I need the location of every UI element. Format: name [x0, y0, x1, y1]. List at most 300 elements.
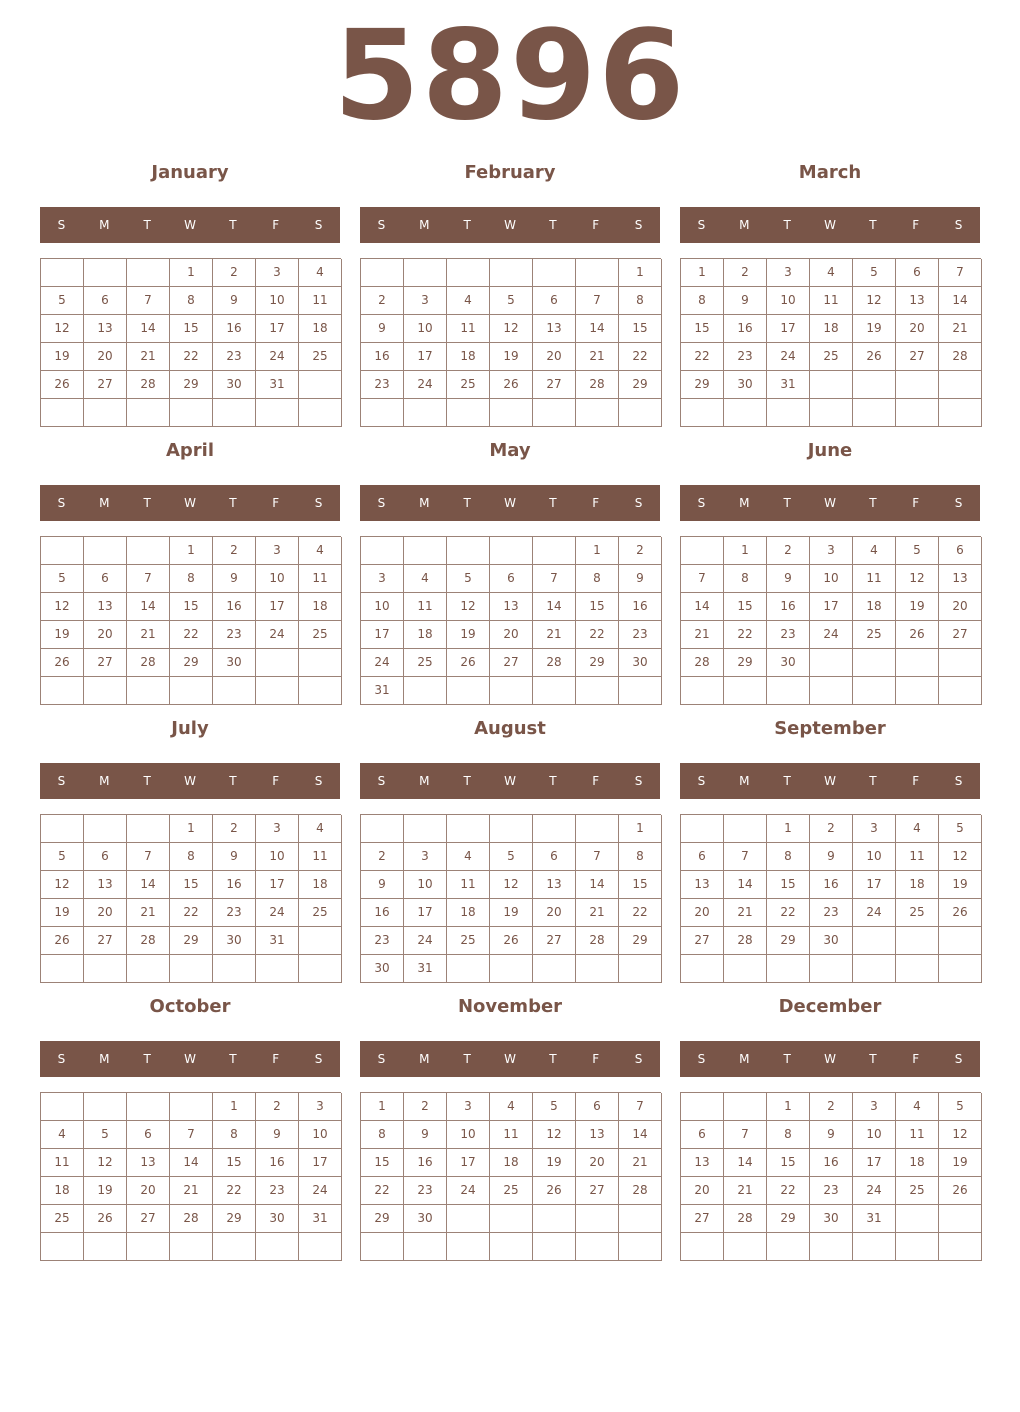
day-cell: 27	[533, 371, 576, 399]
day-cell: 7	[576, 287, 619, 315]
weekday-label: F	[272, 496, 280, 510]
day-cell: 11	[810, 287, 853, 315]
day-cell: 16	[361, 343, 404, 371]
day-cell: 29	[767, 927, 810, 955]
day-cell	[533, 677, 576, 705]
day-cell: 15	[619, 315, 662, 343]
day-cell	[213, 1233, 256, 1261]
weekday-label: S	[314, 218, 323, 232]
day-cell: 28	[533, 649, 576, 677]
day-cell: 7	[576, 843, 619, 871]
day-cell	[84, 677, 127, 705]
weekday-label: S	[314, 774, 323, 788]
day-cell: 31	[404, 955, 447, 983]
day-cell: 21	[170, 1177, 213, 1205]
day-cell	[853, 371, 896, 399]
weekday-label: T	[549, 774, 557, 788]
day-cell	[939, 1205, 982, 1233]
day-cell: 18	[853, 593, 896, 621]
month-name: July	[171, 718, 209, 739]
day-cell: 13	[939, 565, 982, 593]
day-cell	[896, 677, 939, 705]
day-cell	[533, 537, 576, 565]
day-cell	[127, 259, 170, 287]
day-cell	[447, 399, 490, 427]
day-cell: 11	[853, 565, 896, 593]
day-cell: 26	[939, 1177, 982, 1205]
day-cell: 8	[170, 565, 213, 593]
day-cell: 5	[490, 287, 533, 315]
day-cell: 24	[256, 343, 299, 371]
day-cell: 29	[619, 927, 662, 955]
day-cell: 23	[767, 621, 810, 649]
day-cell	[576, 1233, 619, 1261]
day-cell	[84, 537, 127, 565]
day-cell: 18	[299, 871, 342, 899]
day-cell: 19	[896, 593, 939, 621]
day-cell: 5	[939, 815, 982, 843]
day-cell: 17	[810, 593, 853, 621]
weekday-label: W	[184, 496, 196, 510]
day-cell: 9	[213, 565, 256, 593]
day-cell	[810, 649, 853, 677]
day-cell: 26	[896, 621, 939, 649]
weekday-label: T	[229, 774, 237, 788]
day-cell: 2	[361, 287, 404, 315]
day-cell	[576, 259, 619, 287]
day-grid	[40, 536, 341, 705]
day-cell	[84, 1093, 127, 1121]
day-cell	[299, 371, 342, 399]
day-cell: 22	[170, 343, 213, 371]
day-cell	[939, 955, 982, 983]
day-grid	[40, 1092, 341, 1261]
day-cell: 16	[619, 593, 662, 621]
day-cell: 18	[447, 343, 490, 371]
day-cell: 11	[299, 565, 342, 593]
day-cell: 29	[767, 1205, 810, 1233]
day-cell	[41, 955, 84, 983]
day-cell: 25	[404, 649, 447, 677]
month-july	[40, 716, 340, 986]
day-cell: 9	[810, 1121, 853, 1149]
day-cell: 8	[619, 843, 662, 871]
day-cell: 12	[939, 1121, 982, 1149]
day-cell: 9	[724, 287, 767, 315]
day-cell: 26	[41, 649, 84, 677]
day-cell	[939, 1233, 982, 1261]
day-cell: 25	[447, 927, 490, 955]
day-cell: 19	[939, 871, 982, 899]
day-cell	[810, 371, 853, 399]
day-cell: 12	[84, 1149, 127, 1177]
day-cell	[170, 1093, 213, 1121]
day-cell	[361, 259, 404, 287]
month-march	[680, 160, 980, 430]
day-cell: 17	[256, 315, 299, 343]
day-cell: 9	[213, 287, 256, 315]
day-cell: 19	[41, 621, 84, 649]
day-cell	[299, 1233, 342, 1261]
day-cell	[681, 399, 724, 427]
day-grid	[680, 1092, 981, 1261]
day-cell: 18	[299, 315, 342, 343]
weekday-label: M	[419, 1052, 430, 1066]
weekday-label: T	[463, 496, 471, 510]
day-cell: 3	[256, 537, 299, 565]
day-cell: 25	[896, 899, 939, 927]
day-cell: 10	[361, 593, 404, 621]
day-cell: 11	[41, 1149, 84, 1177]
weekday-label: W	[504, 496, 516, 510]
day-cell: 26	[41, 371, 84, 399]
weekday-label: T	[783, 1052, 791, 1066]
day-cell	[619, 955, 662, 983]
day-cell	[896, 1233, 939, 1261]
day-cell	[853, 677, 896, 705]
weekday-label: W	[824, 774, 836, 788]
day-cell	[170, 677, 213, 705]
day-cell: 5	[853, 259, 896, 287]
day-cell	[619, 1205, 662, 1233]
weekday-label: S	[634, 496, 643, 510]
day-cell: 20	[939, 593, 982, 621]
weekday-label: M	[739, 218, 750, 232]
weekday-label: T	[783, 774, 791, 788]
day-cell: 15	[170, 593, 213, 621]
month-name: April	[165, 440, 215, 461]
day-cell	[724, 1233, 767, 1261]
weekday-label: S	[634, 1052, 643, 1066]
day-cell: 29	[361, 1205, 404, 1233]
weekday-label: F	[272, 774, 280, 788]
day-cell: 18	[896, 1149, 939, 1177]
day-cell: 24	[853, 899, 896, 927]
day-cell: 27	[490, 649, 533, 677]
weekday-label: M	[739, 496, 750, 510]
day-cell: 12	[490, 315, 533, 343]
day-cell: 31	[361, 677, 404, 705]
day-cell: 10	[404, 871, 447, 899]
day-cell: 6	[84, 287, 127, 315]
month-april	[40, 438, 340, 708]
weekday-label: S	[634, 774, 643, 788]
day-cell	[127, 1093, 170, 1121]
day-cell	[127, 955, 170, 983]
day-cell	[724, 677, 767, 705]
day-cell: 17	[447, 1149, 490, 1177]
day-cell: 29	[681, 371, 724, 399]
day-cell	[299, 649, 342, 677]
day-cell: 3	[767, 259, 810, 287]
day-cell: 19	[84, 1177, 127, 1205]
month-december	[680, 994, 980, 1264]
weekday-header	[680, 763, 980, 799]
weekday-label: S	[314, 1052, 323, 1066]
day-cell: 6	[127, 1121, 170, 1149]
day-cell	[256, 399, 299, 427]
day-cell	[170, 1233, 213, 1261]
month-name: February	[464, 162, 556, 183]
day-cell: 26	[41, 927, 84, 955]
day-cell: 2	[724, 259, 767, 287]
day-cell: 13	[533, 871, 576, 899]
day-cell	[404, 677, 447, 705]
day-cell: 28	[170, 1205, 213, 1233]
day-cell	[810, 677, 853, 705]
day-cell: 24	[299, 1177, 342, 1205]
day-cell	[361, 399, 404, 427]
day-cell: 2	[213, 815, 256, 843]
day-cell: 19	[41, 899, 84, 927]
day-cell: 16	[213, 593, 256, 621]
day-cell: 3	[299, 1093, 342, 1121]
weekday-label: S	[697, 774, 706, 788]
day-cell: 12	[939, 843, 982, 871]
year-title: 5896	[333, 4, 687, 148]
day-cell	[724, 399, 767, 427]
day-cell	[810, 1233, 853, 1261]
day-cell: 29	[576, 649, 619, 677]
day-grid	[680, 536, 981, 705]
day-cell: 2	[767, 537, 810, 565]
weekday-label: W	[184, 218, 196, 232]
day-cell: 23	[213, 899, 256, 927]
weekday-label: W	[824, 1052, 836, 1066]
day-cell: 30	[213, 371, 256, 399]
day-cell	[41, 537, 84, 565]
day-cell: 3	[361, 565, 404, 593]
day-cell: 28	[127, 649, 170, 677]
day-grid	[360, 814, 661, 983]
day-cell: 4	[41, 1121, 84, 1149]
day-cell: 10	[256, 287, 299, 315]
day-grid	[360, 258, 661, 427]
day-cell	[681, 677, 724, 705]
weekday-header	[360, 207, 660, 243]
weekday-label: M	[99, 496, 110, 510]
day-cell: 17	[404, 343, 447, 371]
weekday-label: S	[314, 496, 323, 510]
day-cell: 27	[127, 1205, 170, 1233]
day-cell: 27	[84, 371, 127, 399]
day-cell: 3	[447, 1093, 490, 1121]
day-cell: 26	[84, 1205, 127, 1233]
month-name: September	[774, 718, 886, 739]
day-cell	[41, 259, 84, 287]
day-cell: 8	[767, 843, 810, 871]
day-cell: 3	[404, 287, 447, 315]
day-cell	[361, 537, 404, 565]
weekday-label: M	[99, 1052, 110, 1066]
day-cell: 23	[724, 343, 767, 371]
day-cell: 18	[896, 871, 939, 899]
day-cell: 7	[170, 1121, 213, 1149]
day-cell: 27	[681, 1205, 724, 1233]
day-cell: 25	[896, 1177, 939, 1205]
weekday-label: W	[504, 774, 516, 788]
weekday-label: T	[143, 496, 151, 510]
day-cell	[361, 815, 404, 843]
weekday-label: S	[377, 1052, 386, 1066]
day-cell: 1	[619, 815, 662, 843]
day-cell: 7	[681, 565, 724, 593]
day-cell: 18	[490, 1149, 533, 1177]
day-cell: 30	[404, 1205, 447, 1233]
day-cell: 8	[170, 287, 213, 315]
weekday-header	[360, 763, 660, 799]
day-cell: 21	[576, 343, 619, 371]
weekday-label: F	[592, 218, 600, 232]
day-cell	[490, 1233, 533, 1261]
day-cell: 15	[361, 1149, 404, 1177]
day-cell: 6	[533, 843, 576, 871]
day-cell: 7	[724, 1121, 767, 1149]
weekday-label: S	[954, 774, 963, 788]
day-cell: 20	[533, 343, 576, 371]
day-cell	[853, 1233, 896, 1261]
weekday-label: T	[229, 496, 237, 510]
day-cell	[576, 1205, 619, 1233]
day-cell: 13	[896, 287, 939, 315]
day-cell: 28	[724, 1205, 767, 1233]
weekday-label: T	[229, 1052, 237, 1066]
day-cell: 22	[576, 621, 619, 649]
day-cell	[896, 399, 939, 427]
weekday-label: S	[57, 1052, 66, 1066]
day-cell: 20	[84, 343, 127, 371]
day-cell	[724, 815, 767, 843]
day-cell	[896, 927, 939, 955]
day-cell: 6	[681, 843, 724, 871]
day-cell	[447, 259, 490, 287]
weekday-header	[680, 485, 980, 521]
day-cell	[490, 677, 533, 705]
day-cell: 7	[724, 843, 767, 871]
day-cell	[490, 537, 533, 565]
day-cell: 29	[170, 371, 213, 399]
day-cell: 4	[299, 259, 342, 287]
day-cell	[853, 927, 896, 955]
day-cell: 8	[681, 287, 724, 315]
day-cell: 14	[533, 593, 576, 621]
day-cell	[84, 815, 127, 843]
day-cell	[896, 649, 939, 677]
month-october	[40, 994, 340, 1264]
weekday-label: T	[143, 774, 151, 788]
day-cell: 6	[84, 565, 127, 593]
day-cell: 2	[361, 843, 404, 871]
weekday-label: S	[377, 774, 386, 788]
day-cell: 22	[619, 899, 662, 927]
day-cell: 5	[41, 287, 84, 315]
day-cell: 20	[84, 621, 127, 649]
day-cell: 13	[490, 593, 533, 621]
day-cell: 2	[213, 537, 256, 565]
day-cell: 28	[127, 927, 170, 955]
day-cell	[84, 399, 127, 427]
day-cell	[41, 677, 84, 705]
day-cell: 14	[127, 315, 170, 343]
day-cell: 16	[724, 315, 767, 343]
day-cell: 4	[447, 287, 490, 315]
day-cell: 7	[939, 259, 982, 287]
weekday-label: T	[783, 496, 791, 510]
weekday-label: W	[824, 218, 836, 232]
day-cell	[404, 1233, 447, 1261]
day-cell	[299, 677, 342, 705]
weekday-label: S	[954, 218, 963, 232]
day-cell: 30	[810, 1205, 853, 1233]
day-cell: 19	[490, 899, 533, 927]
day-cell: 27	[896, 343, 939, 371]
weekday-label: M	[419, 218, 430, 232]
day-cell: 26	[447, 649, 490, 677]
day-cell: 12	[896, 565, 939, 593]
day-cell: 26	[853, 343, 896, 371]
day-cell	[939, 649, 982, 677]
day-cell	[41, 399, 84, 427]
day-cell: 3	[853, 1093, 896, 1121]
day-cell: 4	[896, 1093, 939, 1121]
day-cell: 25	[490, 1177, 533, 1205]
day-cell: 1	[576, 537, 619, 565]
weekday-label: T	[463, 1052, 471, 1066]
day-cell: 13	[84, 593, 127, 621]
day-cell	[361, 1233, 404, 1261]
weekday-header	[680, 207, 980, 243]
day-cell: 21	[576, 899, 619, 927]
day-cell: 4	[810, 259, 853, 287]
day-cell: 14	[127, 593, 170, 621]
day-cell	[490, 815, 533, 843]
day-cell	[533, 1205, 576, 1233]
day-cell: 24	[404, 371, 447, 399]
day-cell: 6	[939, 537, 982, 565]
day-cell: 6	[896, 259, 939, 287]
month-january	[40, 160, 340, 430]
day-cell: 12	[447, 593, 490, 621]
day-cell: 11	[490, 1121, 533, 1149]
day-cell	[939, 677, 982, 705]
day-cell: 10	[404, 315, 447, 343]
weekday-label: F	[912, 496, 920, 510]
day-cell	[681, 1093, 724, 1121]
day-cell: 3	[256, 815, 299, 843]
day-cell	[724, 1093, 767, 1121]
day-cell: 22	[361, 1177, 404, 1205]
day-cell: 1	[213, 1093, 256, 1121]
day-cell: 9	[404, 1121, 447, 1149]
day-cell	[447, 955, 490, 983]
day-cell: 1	[619, 259, 662, 287]
day-cell: 16	[213, 871, 256, 899]
day-cell: 10	[256, 565, 299, 593]
day-cell: 2	[404, 1093, 447, 1121]
day-cell: 17	[853, 1149, 896, 1177]
day-cell: 17	[256, 871, 299, 899]
day-cell: 15	[681, 315, 724, 343]
day-cell: 27	[681, 927, 724, 955]
day-cell: 14	[127, 871, 170, 899]
day-cell: 31	[256, 927, 299, 955]
day-cell	[127, 537, 170, 565]
day-cell: 23	[810, 899, 853, 927]
day-cell: 7	[619, 1093, 662, 1121]
day-cell: 26	[939, 899, 982, 927]
day-cell: 11	[447, 871, 490, 899]
day-cell: 3	[810, 537, 853, 565]
